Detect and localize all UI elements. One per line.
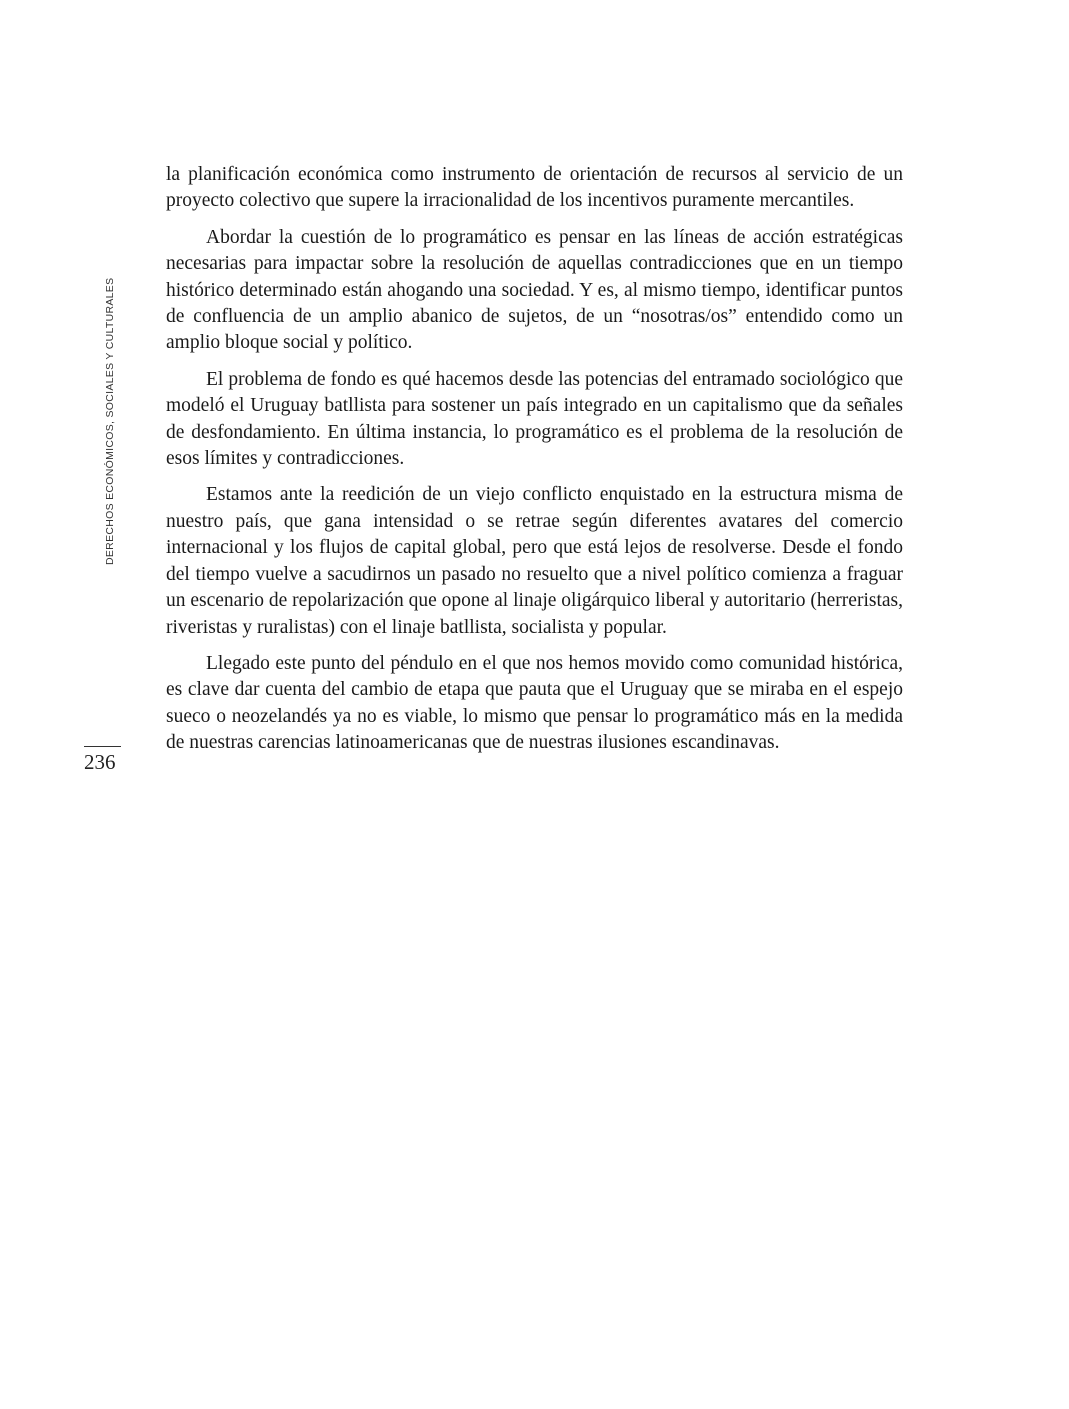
body-text [166, 162, 903, 767]
paragraph: Llegado este punto del péndulo en el que nos hemos movido como comunidad histórica, es clave dar cuenta del cambio de etapa que pauta que el Uruguay que se miraba en el espejo sueco o neozelandés ya no es viable, lo mismo que pensar lo programático más en la medida de nuestras carencias latinoamericanas que de nuestras ilusiones escandinavas. [166, 652, 903, 754]
paragraph: Estamos ante la reedición de un viejo conflicto enquistado en la estructura misma de nuestro país, que gana intensidad o se retrae según diferentes avatares del comercio internacional y los flujos de capital global, pero que está lejos de resolverse. Desde el fondo del tiempo vuelve a sacudirnos un pasado no resuelto que a nivel político comienza a fraguar un escenario de repolarización que opone al linaje oligárquico liberal y autoritario (herreristas, riveristas y ruralistas) con el linaje batllista, socialista y popular. [166, 484, 903, 638]
page-number: 236 [84, 750, 116, 774]
paragraph: El problema de fondo es qué hacemos desde las potencias del entramado sociológico que modeló el Uruguay batllista para sostener un país integrado en un capitalismo que da señales de desfondamiento. En última instancia, lo programático es el problema de la resolución de esos límites y contradicciones. [166, 368, 903, 470]
running-head: DERECHOS ECONÓMICOS, SOCIALES Y CULTURALES [104, 277, 116, 565]
paragraph: Abordar la cuestión de lo programático es pensar en las líneas de acción estratégicas necesarias para impactar sobre la resolución de aquellas contradicciones que en un tiempo histórico determinado están ahogando una sociedad. Y es, al mismo tiempo, identificar puntos de confluencia de un amplio abanico de sujetos, de un “nosotras/os” entendido como un amplio bloque social y político. [166, 226, 903, 354]
paragraph-continuation: la planificación económica como instrumento de orientación de recursos al servicio de un proyecto colectivo que supere la irracionalidad de los incentivos puramente mercantiles. [166, 164, 903, 212]
page-number-rule [84, 746, 121, 747]
